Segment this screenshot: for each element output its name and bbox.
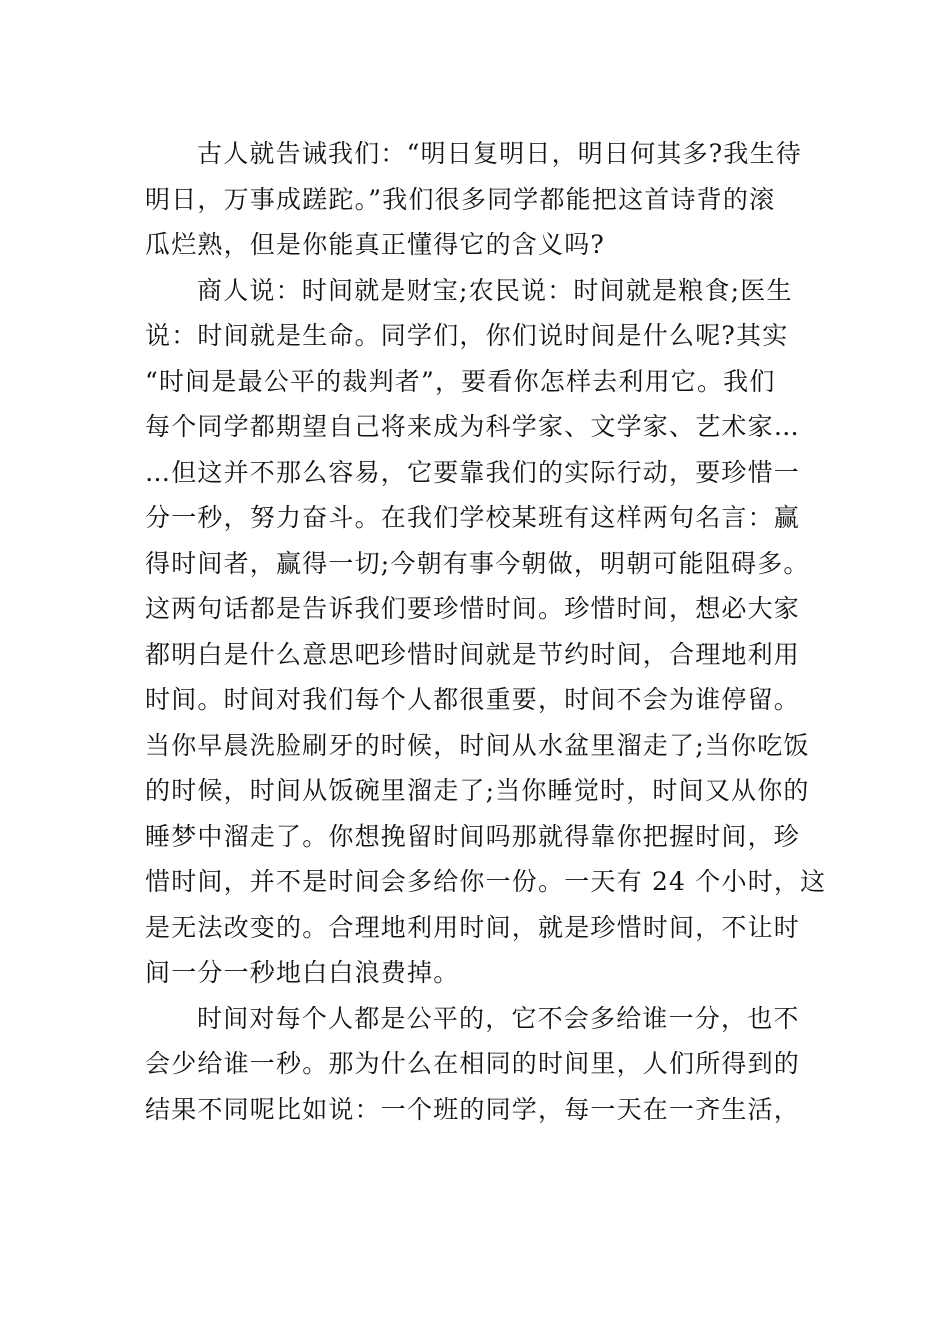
text-line: 每个同学都期望自己将来成为科学家、文学家、艺术家… <box>145 412 801 441</box>
document-body <box>145 131 827 1132</box>
text-line: 都明白是什么意思吧珍惜时间就是节约时间，合理地利用 <box>145 639 801 669</box>
text-line: 说：时间就是生命。同学们，你们说时间是什么呢?其实 <box>145 321 789 350</box>
text-line: 间一分一秒地白白浪费掉。 <box>145 958 460 987</box>
text-line: …但这并不那么容易，它要靠我们的实际行动，要珍惜一 <box>145 457 801 487</box>
text-line: 是无法改变的。合理地利用时间，就是珍惜时间，不让时 <box>145 912 801 942</box>
text-line: 的时候，时间从饭碗里溜走了;当你睡觉时，时间又从你的 <box>145 776 810 805</box>
text-line: 惜时间，并不是时间会多给你一份。一天有 24 个小时，这 <box>145 867 827 896</box>
text-line: 睡梦中溜走了。你想挽留时间吗那就得靠你把握时间，珍 <box>145 821 801 851</box>
text-line: 明日，万事成蹉跎。”我们很多同学都能把这首诗背的滚 <box>145 184 776 214</box>
text-line: 结果不同呢比如说：一个班的同学，每一天在一齐生活， <box>145 1094 801 1124</box>
text-line: 得时间者，赢得一切;今朝有事今朝做，明朝可能阻碍多。 <box>145 548 810 578</box>
text-line: 当你早晨洗脸刷牙的时候，时间从水盆里溜走了;当你吃饭 <box>145 730 810 760</box>
text-line: “时间是最公平的裁判者”，要看你怎样去利用它。我们 <box>145 366 776 396</box>
text-line: 时间对每个人都是公平的，它不会多给谁一分，也不 <box>197 1003 800 1033</box>
text-line: 分一秒，努力奋斗。在我们学校某班有这样两句名言：赢 <box>145 503 801 532</box>
text-line: 时间。时间对我们每个人都很重要，时间不会为谁停留。 <box>145 685 801 714</box>
text-line: 古人就告诫我们：“明日复明日，明日何其多?我生待 <box>197 139 802 168</box>
paragraph-2 <box>145 268 827 996</box>
text-line: 商人说：时间就是财宝;农民说：时间就是粮食;医生 <box>197 275 793 305</box>
text-line: 这两句话都是告诉我们要珍惜时间。珍惜时间，想必大家 <box>145 594 801 623</box>
text-line: 瓜烂熟，但是你能真正懂得它的含义吗? <box>145 230 606 259</box>
paragraph-1 <box>145 131 807 268</box>
paragraph-3 <box>145 996 807 1133</box>
text-line: 会少给谁一秒。那为什么在相同的时间里，人们所得到的 <box>145 1049 801 1078</box>
